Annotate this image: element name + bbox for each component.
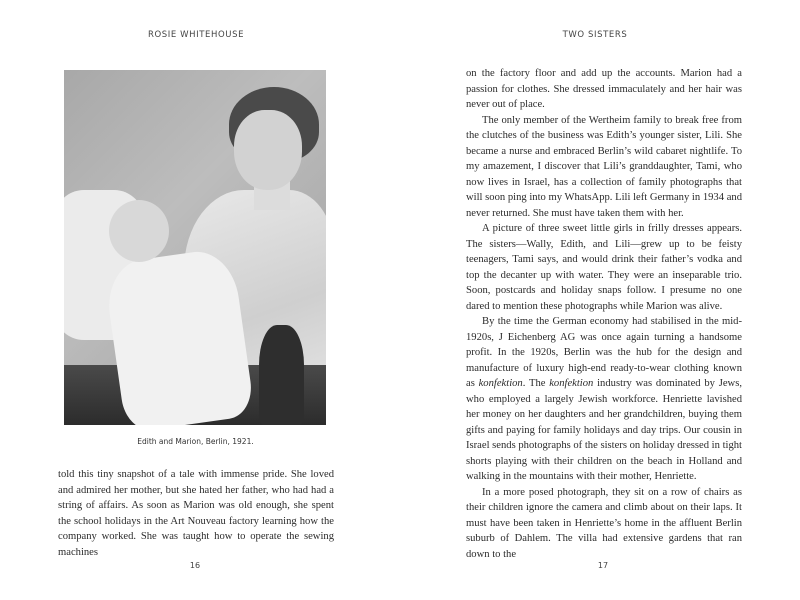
- page-number-right: 17: [597, 561, 609, 570]
- photo-caption: Edith and Marion, Berlin, 1921.: [137, 437, 254, 446]
- italic-term: konfektion: [478, 378, 523, 389]
- paragraph: The only member of the Wertheim family to break free from the clutches of the business was Edith’s younger sister, Lili. She became a nurse and embraced Berlin’s wild cabaret nightlife. To my amazement, I discover that Lili’s granddaughter, Tami, who now lives in Israel, has a collection of family photographs that will soon ping into my WhatsApp. Lili left Germany in 1934 and never returned. She must have taken them with her.: [466, 114, 742, 219]
- paragraph: told this tiny snapshot of a tale with immense pride. She loved and admired her mother, but she hated her father, who had had a string of affairs. As soon as Marion was old enough, she spent the school holidays in the Art Nouveau factory learning how the company worked. She was taught how to operate the sewing machines: [58, 469, 334, 558]
- right-body-text: [466, 66, 742, 562]
- paragraph: on the factory floor and add up the accounts. Marion had a passion for clothes. She dressed immaculately and her hair was never out of place.: [466, 68, 742, 110]
- text-run: By the time the German economy had stabilised in the mid-1920s, J Eichenberg AG was once again turning a handsome profit. In the 1920s, Berlin was the hub for the design and manufacture of luxury high-end ready-to-wear clothing known as: [466, 316, 742, 389]
- running-head-chapter: TWO SISTERS: [562, 30, 628, 40]
- text-run: . The: [522, 378, 550, 389]
- photo-chair-armrest: [259, 325, 304, 425]
- photo-woman-face: [234, 110, 302, 190]
- italic-term: konfektion: [549, 378, 594, 389]
- paragraph: A picture of three sweet little girls in frilly dresses appears. The sisters—Wally, Edith, and Lili—grew up to be feisty teenagers, Tami says, and would drink their father’s vodka and top the decanter up with water. They were an inseparable trio. Soon, postcards and holiday snaps follow. I presume no one dared to mention these photographs while Marion was alive.: [466, 223, 742, 312]
- running-head-author: ROSIE WHITEHOUSE: [147, 30, 245, 40]
- text-run: industry was dominated by Jews, who employed a largely Jewish workforce. Henriette lavished her money on her daughters and her grandchildren, buying them gifts and paying for family holidays and day trips. Our cousin in Israel sends photographs of the sisters on holiday dressed in tight shorts playing with their children on the beach in Holland and walking in the mountains with their mother, Henriette.: [466, 378, 742, 482]
- paragraph: [466, 314, 742, 485]
- page-number-left: 16: [189, 561, 201, 570]
- photo-baby-head: [109, 200, 169, 262]
- paragraph: In a more posed photograph, they sit on a row of chairs as their children ignore the camera and climb about on their laps. It must have been taken in Henriette’s home in the affluent Berlin suburb of Dahlem. The villa had extensive gardens that ran down to the: [466, 486, 742, 560]
- photograph: [64, 70, 326, 425]
- right-page: [400, 0, 800, 600]
- left-body-text: [58, 467, 334, 560]
